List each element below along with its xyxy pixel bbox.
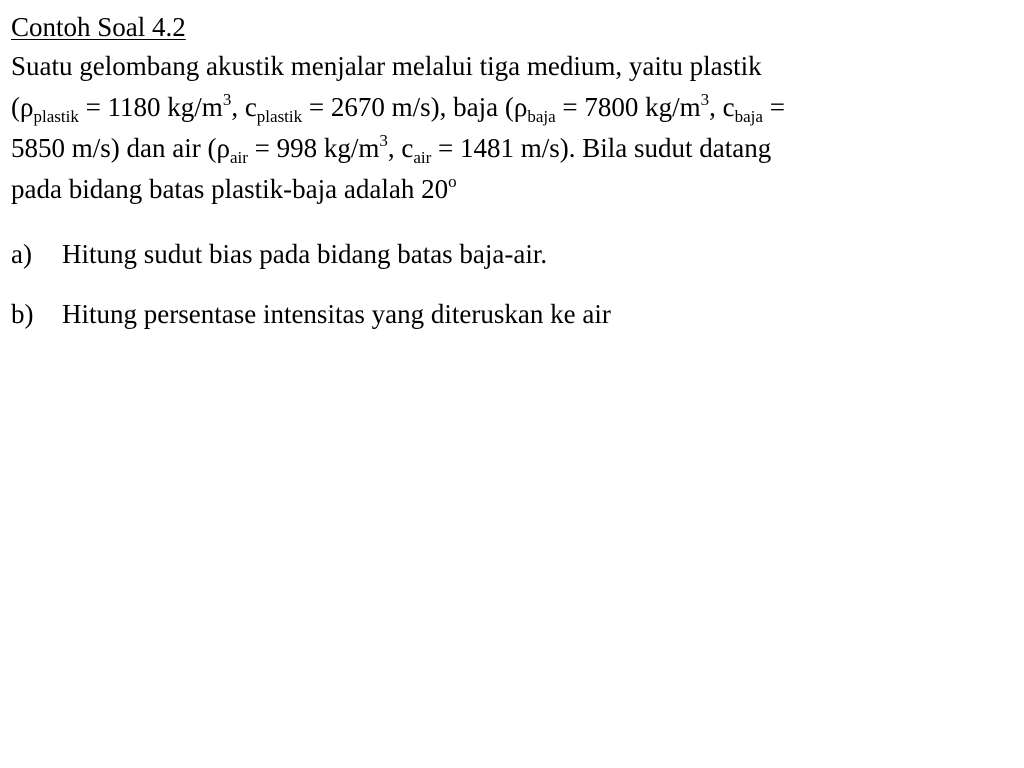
- question-item: [11, 297, 1016, 331]
- question-marker: a): [11, 239, 32, 269]
- subscript-air: air: [229, 148, 248, 167]
- question-item: [11, 237, 1016, 271]
- text-segment: (: [11, 92, 20, 122]
- text-segment: = 1481 m/s). Bila sudut datang: [431, 133, 772, 163]
- text-segment: =: [762, 92, 785, 122]
- degree-superscript: o: [448, 172, 457, 191]
- question-list: [11, 237, 1016, 331]
- superscript-3: 3: [222, 90, 232, 109]
- text-segment: , c: [387, 133, 414, 163]
- subscript-baja: baja: [734, 107, 763, 126]
- subscript-plastik: plastik: [33, 107, 79, 126]
- subscript-baja: baja: [527, 107, 556, 126]
- rho-symbol: ρ: [216, 133, 230, 163]
- problem-statement: [11, 46, 1016, 210]
- text-segment: 5850 m/s) dan air (: [11, 133, 217, 163]
- superscript-3: 3: [700, 90, 710, 109]
- question-marker: b): [11, 299, 34, 329]
- superscript-3: 3: [379, 131, 388, 150]
- text-segment: , c: [231, 92, 257, 122]
- problem-line-1: Suatu gelombang akustik menjalar melalui tiga medium, yaitu plastik: [11, 51, 762, 81]
- slide-content: [11, 10, 1016, 357]
- problem-line-4: [11, 169, 1016, 210]
- text-segment: = 1180 kg/m: [78, 92, 223, 122]
- subscript-air: air: [413, 148, 432, 167]
- problem-line-2: [11, 87, 1016, 128]
- text-segment: pada bidang batas plastik-baja adalah 20: [11, 174, 449, 204]
- text-segment: = 7800 kg/m: [555, 92, 701, 122]
- problem-line-3: [11, 128, 1016, 169]
- rho-symbol: ρ: [20, 92, 34, 122]
- text-segment: = 998 kg/m: [247, 133, 380, 163]
- slide-title: Contoh Soal 4.2: [11, 12, 186, 42]
- rho-symbol: ρ: [513, 92, 528, 122]
- subscript-plastik: plastik: [256, 107, 303, 126]
- text-segment: , c: [709, 92, 735, 122]
- question-text: Hitung persentase intensitas yang diteruskan ke air: [62, 299, 611, 329]
- question-text: Hitung sudut bias pada bidang batas baja-air.: [62, 239, 548, 269]
- text-segment: = 2670 m/s), baja (: [302, 92, 514, 122]
